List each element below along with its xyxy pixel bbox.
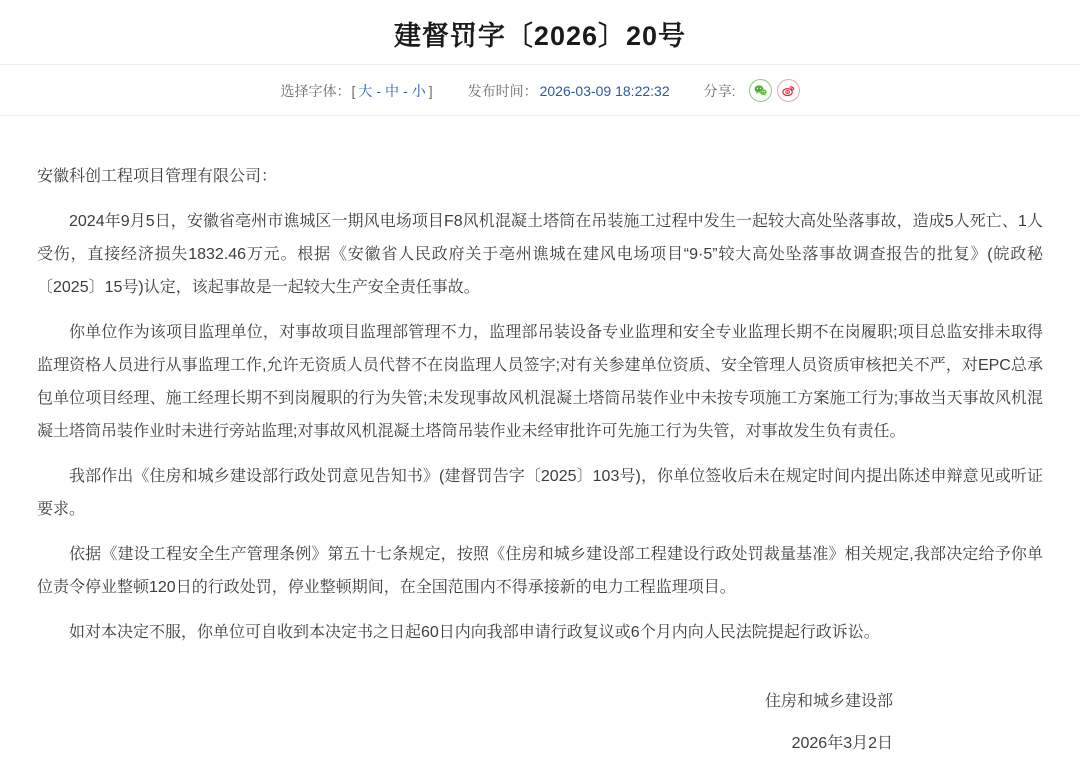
bracket-close: ] (428, 82, 433, 99)
paragraph-accident-facts: 2024年9月5日，安徽省亳州市谯城区一期风电场项目F8风机混凝土塔筒在吊装施工过程中发生一起较大高处坠落事故，造成5人死亡、1人受伤，直接经济损失1832.46万元。根据《安徽省人民政府关于亳州谯城在建风电场项目“9·5”较大高处坠落事故调查报告的批复》(皖政秘〔2025〕15号)认定，该起事故是一起较大生产安全责任事故。 (37, 213, 1043, 296)
font-size-selector (280, 81, 433, 101)
publish-time-group (468, 81, 670, 101)
font-size-label: 选择字体： (280, 82, 351, 99)
recipient-line: 安徽科创工程项目管理有限公司： (37, 168, 278, 185)
publish-time-label: 发布时间： (467, 82, 538, 99)
font-size-large-button[interactable]: 大 (358, 82, 373, 99)
article-toolbar (0, 64, 1080, 116)
font-size-medium-button[interactable]: 中 (385, 82, 400, 99)
publish-time-value: 2026-03-09 18:22:32 (539, 82, 670, 99)
share-group (704, 79, 800, 102)
signature-organization: 住房和城乡建设部 (764, 693, 893, 710)
share-label: 分享: (703, 82, 736, 99)
font-size-small-button[interactable]: 小 (411, 82, 426, 99)
document-body (0, 160, 1080, 765)
weibo-share-icon[interactable] (777, 79, 800, 102)
paragraph-appeal-rights: 如对本决定不服，你单位可自收到本决定书之日起60日内向我部申请行政复议或6个月内向人民法院提起行政诉讼。 (69, 624, 880, 641)
paragraph-violations: 你单位作为该项目监理单位，对事故项目监理部管理不力，监理部吊装设备专业监理和安全专业监理长期不在岗履职;项目总监安排未取得监理资格人员进行从事监理工作,允许无资质人员代替不在岗监理人员签字;对有关参建单位资质、安全管理人员资质审核把关不严，对EPC总承包单位项目经理、施工经理长期不到岗履职的行为失管;未发现事故风机混凝土塔筒吊装作业中未按专项施工方案施工行为;事故当天事故风机混凝土塔筒吊装作业时未进行旁站监理;对事故风机混凝土塔筒吊装作业未经审批许可先施工行为失管，对事故发生负有责任。 (37, 324, 1043, 440)
paragraph-penalty-decision: 依据《建设工程安全生产管理条例》第五十七条规定，按照《住房和城乡建设部工程建设行政处罚裁量基准》相关规定,我部决定给予你单位责令停业整顿120日的行政处罚，停业整顿期间，在全国范围内不得承接新的电力工程监理项目。 (37, 546, 1043, 596)
signature-date: 2026年3月2日 (791, 735, 893, 752)
paragraph-prior-notice: 我部作出《住房和城乡建设部行政处罚意见告知书》(建督罚告字〔2025〕103号)，你单位签收后未在规定时间内提出陈述申辩意见或听证要求。 (37, 468, 1043, 518)
bracket-open: [ (351, 82, 356, 99)
font-size-separator: - (376, 82, 382, 99)
page-title: 建督罚字〔2026〕20号 (393, 21, 687, 51)
font-size-separator: - (403, 82, 408, 99)
wechat-share-icon[interactable] (749, 79, 772, 102)
signature-block (37, 681, 1043, 765)
